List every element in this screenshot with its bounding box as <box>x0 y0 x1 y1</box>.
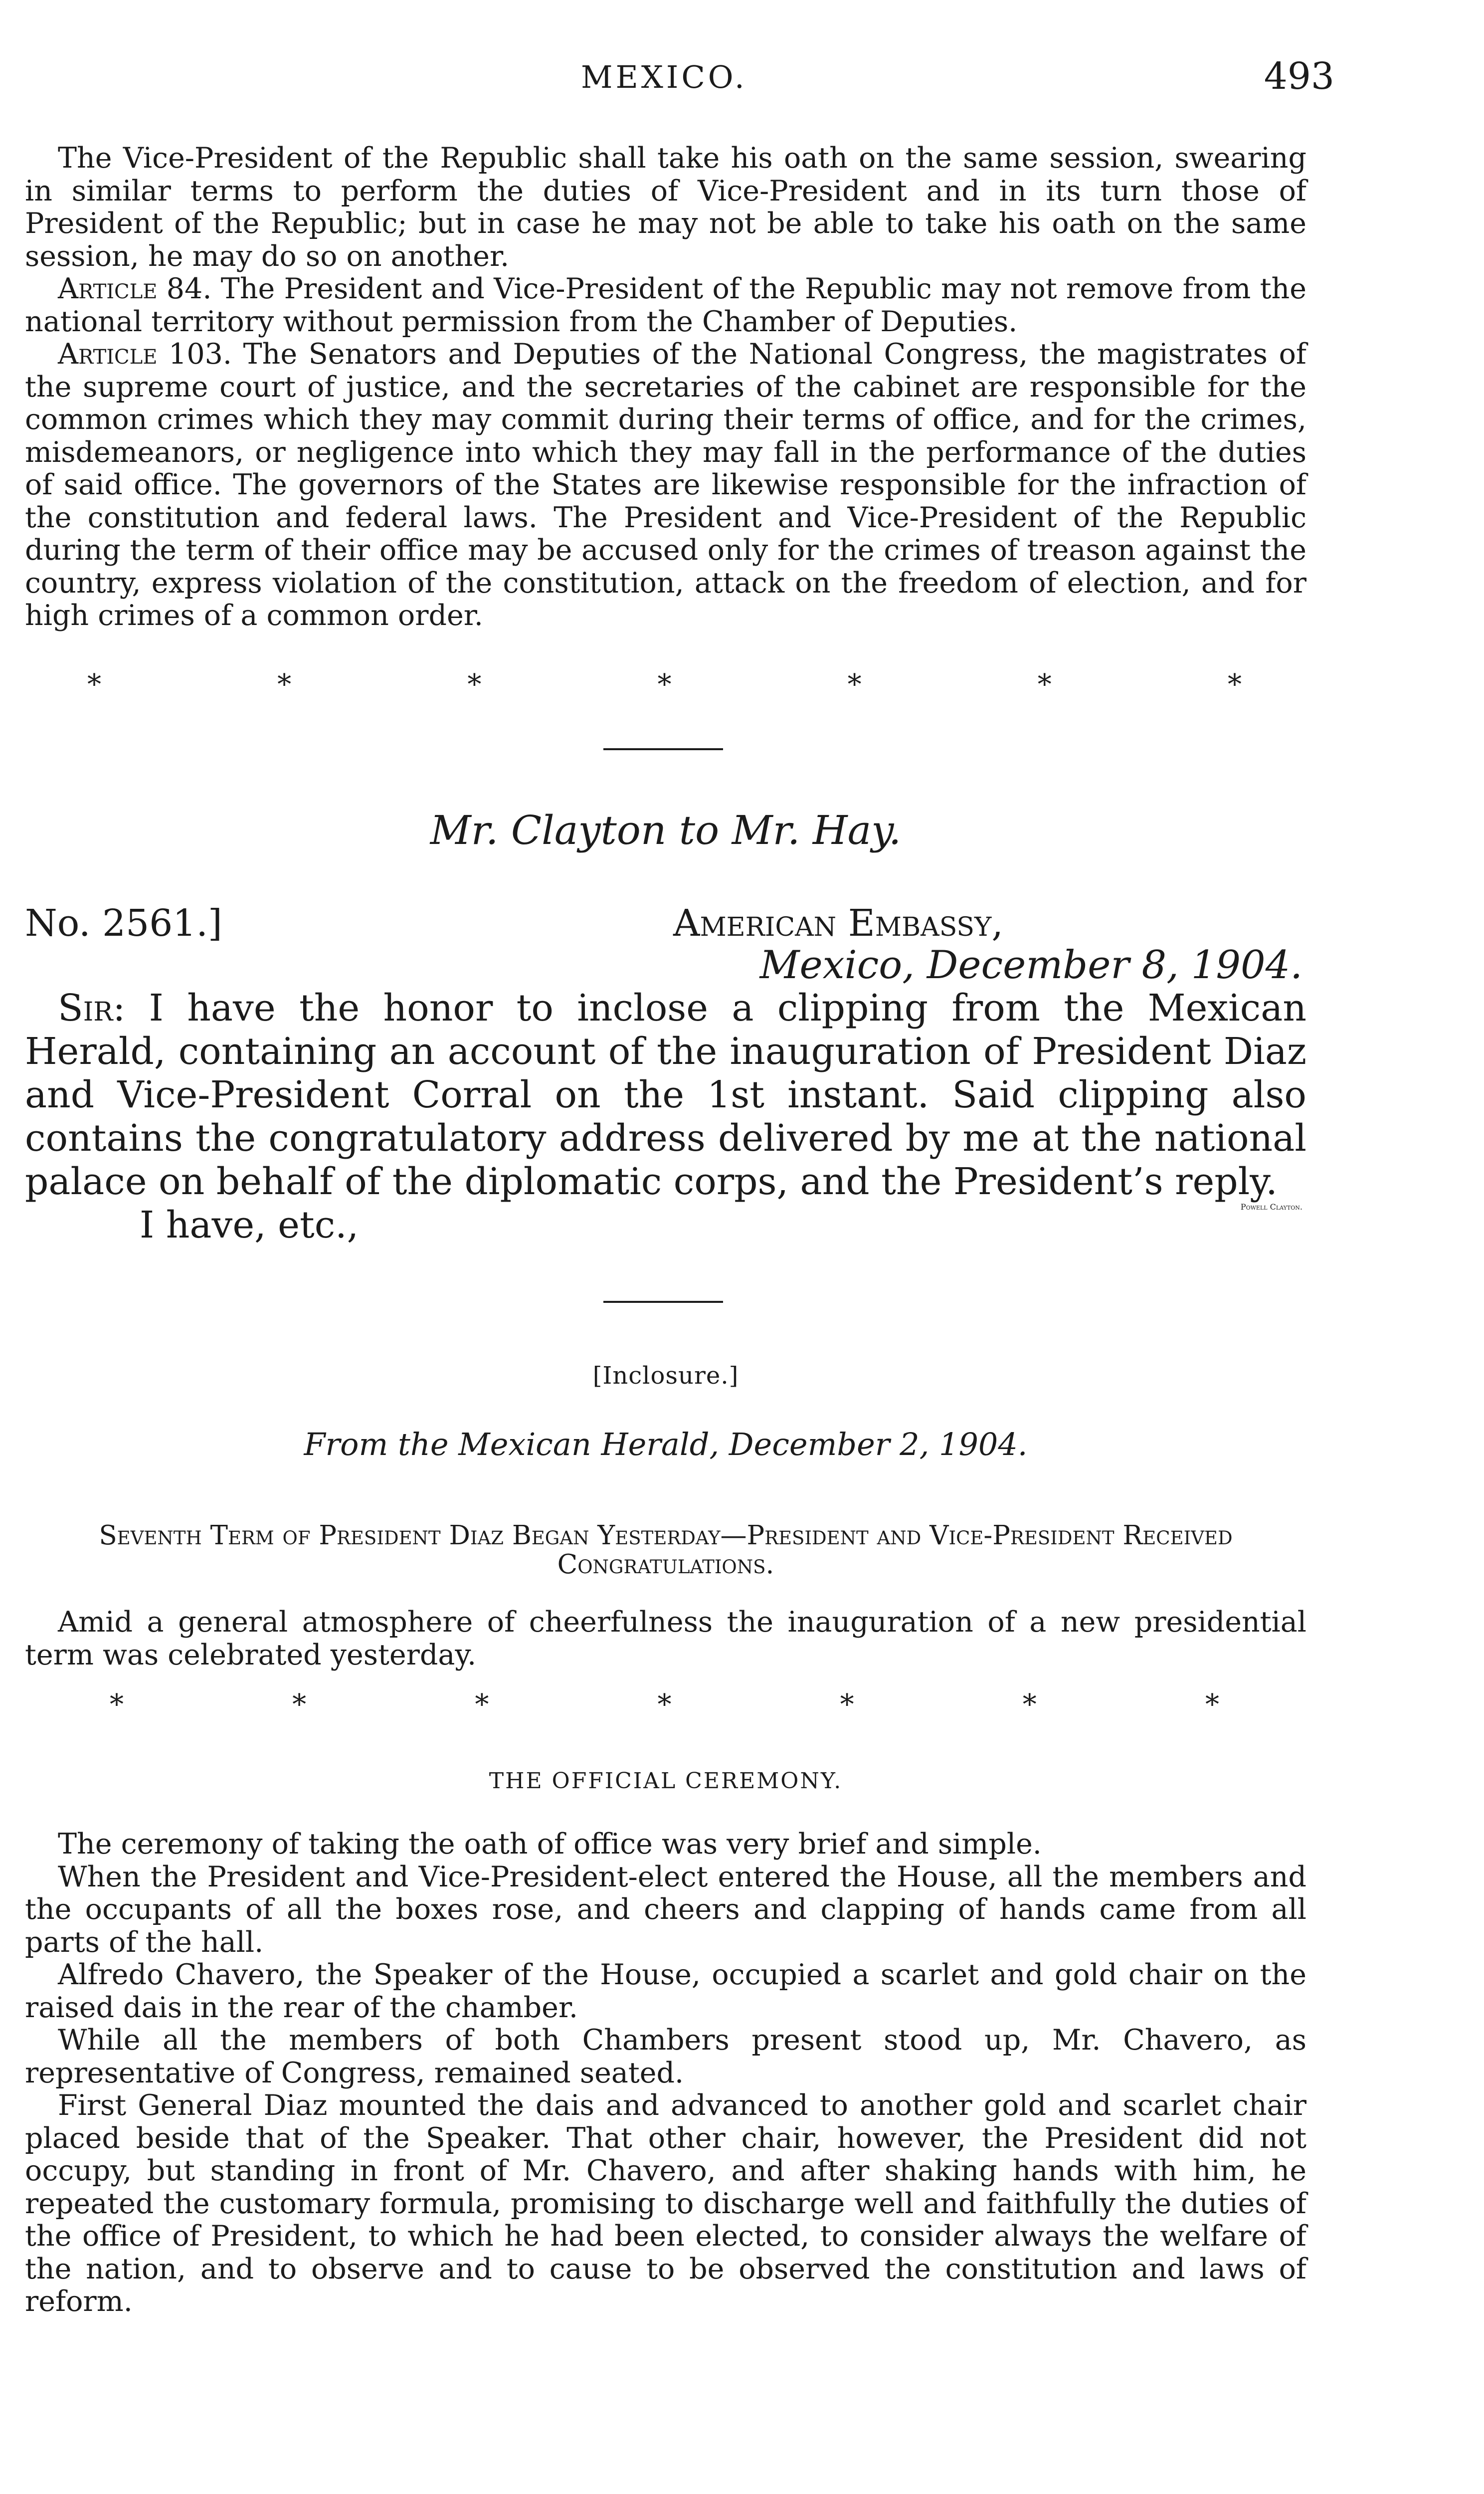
ellipsis-stars-1 <box>87 668 1242 701</box>
ceremony-paragraph: Alfredo Chavero, the Speaker of the House, occupied a scarlet and gold chair on the raised dais in the rear of the chamber. <box>25 1958 1306 2024</box>
ceremony-text <box>25 1828 1306 2318</box>
article-84-paragraph <box>25 273 1306 338</box>
despatch-number: No. 2561.] <box>25 902 222 945</box>
star: * <box>292 1688 307 1721</box>
ellipsis-stars-2 <box>110 1688 1219 1721</box>
star: * <box>657 1688 672 1721</box>
star: * <box>110 1688 124 1721</box>
article-84-label: Article 84. <box>58 272 212 305</box>
letter-text: I have the honor to inclose a clipping from the Mexican Herald, containing an account of the inauguration of President Diaz and Vice-President Corral on the 1st instant. Said clipping also contains the congratulatory address delivered by me at the national palace on behalf of the diplomatic corps, and the President’s reply. <box>25 987 1306 1203</box>
signature: Powell Clayton. <box>1240 1202 1302 1212</box>
running-head <box>0 55 1484 109</box>
star: * <box>657 668 672 701</box>
letter-place-date <box>25 943 1306 988</box>
signature-line <box>25 1202 1306 1212</box>
clipping-source: From the Mexican Herald, December 2, 1904. <box>304 1426 1028 1462</box>
letter-paragraph <box>25 987 1306 1204</box>
letter-header <box>25 902 1306 947</box>
section-divider <box>603 748 723 750</box>
place-date: Mexico, December 8, 1904. <box>759 943 1302 988</box>
page-number: 493 <box>1264 55 1334 98</box>
inclosure-label: [Inclosure.] <box>592 1362 739 1390</box>
star: * <box>1037 668 1052 701</box>
article-103-text: The Senators and Deputies of the National Congress, the magistrates of the supreme court of justice, and the secretaries of the cabinet are responsible for the common crimes which they may commit during their terms of office, and for the crimes, misdemeanors, or negligence into which they may fall in the performance of the duties of said office. The governors of the States are likewise responsible for the infraction of the constitution and federal laws. The President and Vice-President of the Republic during the term of their office may be accused only for the crimes of treason against the country, express violation of the constitution, attack on the freedom of election, and for high crimes of a common order. <box>25 338 1306 632</box>
embassy-name: American Embassy, <box>673 902 1003 945</box>
salutation: Sir: <box>58 987 126 1030</box>
star: * <box>467 668 482 701</box>
clipping-intro <box>25 1606 1306 1671</box>
section-divider <box>603 1301 723 1303</box>
article-103-paragraph <box>25 338 1306 632</box>
ceremony-paragraph: First General Diaz mounted the dais and advanced to another gold and scarlet chair placed beside that of the Speaker. That other chair, however, the President did not occupy, but standing in front of Mr. Chavero, and after shaking hands with him, he repeated the customary formula, promising to discharge well and faithfully the duties of the office of President, to which he had been elected, to consider always the welfare of the nation, and to observe and to cause to be observed the constitution and laws of reform. <box>25 2089 1306 2318</box>
ceremony-paragraph: While all the members of both Chambers present stood up, Mr. Chavero, as representative of Congress, remained seated. <box>25 2024 1306 2089</box>
star: * <box>87 668 101 701</box>
ceremony-paragraph: When the President and Vice-President-elect entered the House, all the members and the occupants of all the boxes rose, and cheers and clapping of hands came from all parts of the hall. <box>25 1860 1306 1959</box>
ceremony-paragraph: The ceremony of taking the oath of office was very brief and simple. <box>58 1828 1042 1861</box>
oath-paragraph: The Vice-President of the Republic shall take his oath on the same session, swearing in similar terms to perform the duties of Vice-President and in its turn those of President of the Republic; but in case he may not be able to take his oath on the same session, he may do so on another. <box>25 142 1306 273</box>
constitution-excerpt <box>25 142 1306 632</box>
star: * <box>277 668 292 701</box>
letter-heading: Mr. Clayton to Mr. Hay. <box>430 807 902 853</box>
star: * <box>1227 668 1242 701</box>
clipping-headline: Seventh Term of President Diaz Began Yesterday—President and Vice-President Received Congratulations. <box>99 1520 1233 1580</box>
star: * <box>847 668 862 701</box>
article-84-text: The President and Vice-President of the Republic may not remove from the national territory without permission from the Chamber of Deputies. <box>25 272 1306 338</box>
star: * <box>1205 1688 1219 1721</box>
star: * <box>840 1688 854 1721</box>
article-103-label: Article 103. <box>58 338 232 371</box>
running-head-title: MEXICO. <box>581 59 747 95</box>
letter-closing: I have, etc., <box>140 1204 359 1247</box>
star: * <box>1022 1688 1037 1721</box>
section-heading: THE OFFICIAL CEREMONY. <box>489 1768 843 1794</box>
intro-paragraph: Amid a general atmosphere of cheerfulness the inauguration of a new presidential term was celebrated yesterday. <box>25 1606 1306 1671</box>
star: * <box>475 1688 489 1721</box>
